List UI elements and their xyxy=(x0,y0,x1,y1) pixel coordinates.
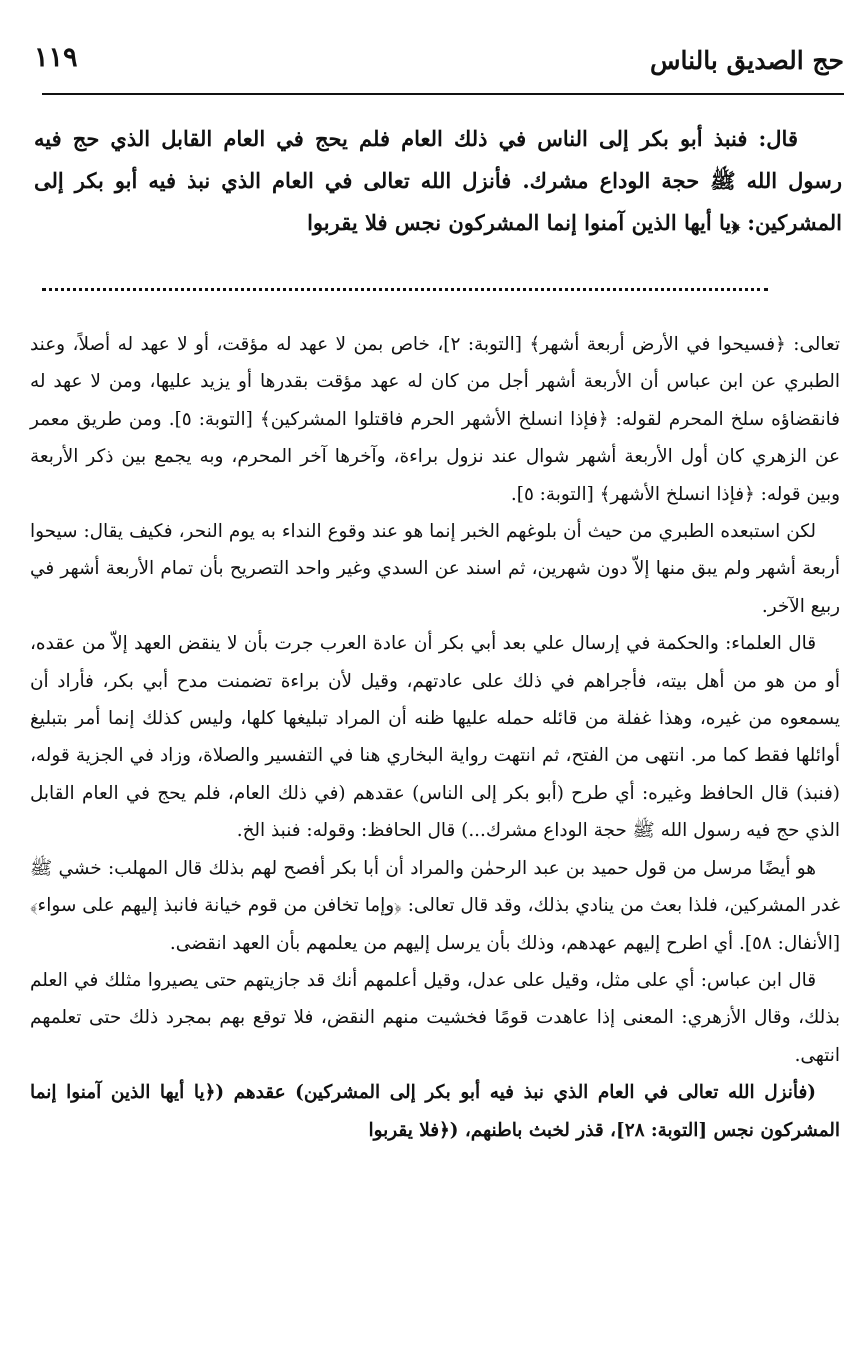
commentary-paragraph-5: قال ابن عباس: أي على مثل، وقيل على عدل، وقيل أعلمهم أنك قد جازيتهم حتى يصيروا مثلك في العلم بذلك، وقال الأزهري: المعنى إذا عاهدت قومًا فخشيت منهم النقض، فلا توقع بهم بمجرد ذلك حتى تعلمهم انتهى. xyxy=(30,969,840,1066)
running-title: حج الصديق بالناس xyxy=(649,46,844,75)
commentary-paragraph-6: (فأنزل الله تعالى في العام الذي نبذ فيه أبو بكر إلى المشركين) عقدهم (﴿يا أيها الذين آمنوا إنما المشركون نجس [التوبة: ٢٨]، قذر لخبث باطنهم، (﴿فلا يقربوا xyxy=(30,1082,840,1141)
commentary-paragraph-3: قال العلماء: والحكمة في إرسال علي بعد أبي بكر أن عادة العرب جرت بأن لا ينقض العهد إلاّ من عقده، أو من هو من أهل بيته، فأجراهم في ذلك على عادتهم، وقيل لأن براءة تضمنت مدح أبي بكر، فأراد أن يسمعوه من غيره، وهذا غفلة من قائله حمله عليها ظنه أن المراد تبليغها كلها، وليس كذلك إنما أمر بتبليغ أوائلها فقط كما مر. انتهى من الفتح، ثم انتهت رواية البخاري هنا في التفسير والصلاة، وزاد في الجزية قوله، (فنبذ) قال الحافظ وغيره: أي طرح (أبو بكر إلى الناس) عقدهم (في ذلك العام، فلم يحج في العام القابل الذي حج فيه رسول الله ﷺ حجة الوداع مشرك...) قال الحافظ: وقوله: فنبذ الخ. xyxy=(30,633,840,842)
commentary-paragraph-4: هو أيضًا مرسل من قول حميد بن عبد الرحمٰن والمراد أن أبا بكر أفصح لهم بذلك قال المهلب: خشي ﷺ غدر المشركين، فلذا بعث من ينادي بذلك، وقد قال تعالى: ﴿وإما تخافن من قوم خيانة فانبذ إليهم على سواء﴾ [الأنفال: ٥٨]. أي اطرح إليهم عهدهم، وذلك بأن يرسل إليهم من يعلمهم بأن العهد انقضى. xyxy=(30,857,840,954)
dotted-separator xyxy=(42,288,768,291)
commentary-paragraph-2: لكن استبعده الطبري من حيث أن بلوغهم الخبر إنما هو عند وقوع النداء به يوم النحر، فكيف يقال: سيحوا أربعة أشهر ولم يبق منها إلاّ دون شهرين، ثم اسند عن السدي وغير واحد التصريح بأن تمام الأربعة أشهر في ربيع الآخر. xyxy=(30,521,840,617)
commentary xyxy=(30,326,840,1149)
header-rule xyxy=(42,93,844,95)
hadith-paragraph: قال: فنبذ أبو بكر إلى الناس في ذلك العام فلم يحج في العام القابل الذي حج فيه رسول الله ﷺ حجة الوداع مشرك. فأنزل الله تعالى في العام الذي نبذ فيه أبو بكر إلى المشركين: ﴿يا أيها الذين آمنوا إنما المشركون نجس فلا يقربوا xyxy=(34,126,842,235)
page-number: ١١٩ xyxy=(34,42,78,73)
commentary-paragraph-1: تعالى: ﴿فسيحوا في الأرض أربعة أشهر﴾ [التوبة: ٢]، خاص بمن لا عهد له مؤقت، أو لا عهد له أصلاً، وعند الطبري عن ابن عباس أن الأربعة أشهر أجل من كان له عهد مؤقت بقدرها أو يزيد عليها، ومن لا عهد له فانقضاؤه سلخ المحرم لقوله: ﴿فإذا انسلخ الأشهر الحرم فاقتلوا المشركين﴾ [التوبة: ٥]. ومن طريق معمر عن الزهري كان أول الأربعة أشهر شوال عند نزول براءة، وآخرها آخر المحرم، وبه يجمع بين ذكر الأربعة وبين قوله: ﴿فإذا انسلخ الأشهر﴾ [التوبة: ٥]. xyxy=(30,334,840,505)
hadith-text xyxy=(34,118,842,244)
running-header xyxy=(34,36,844,88)
